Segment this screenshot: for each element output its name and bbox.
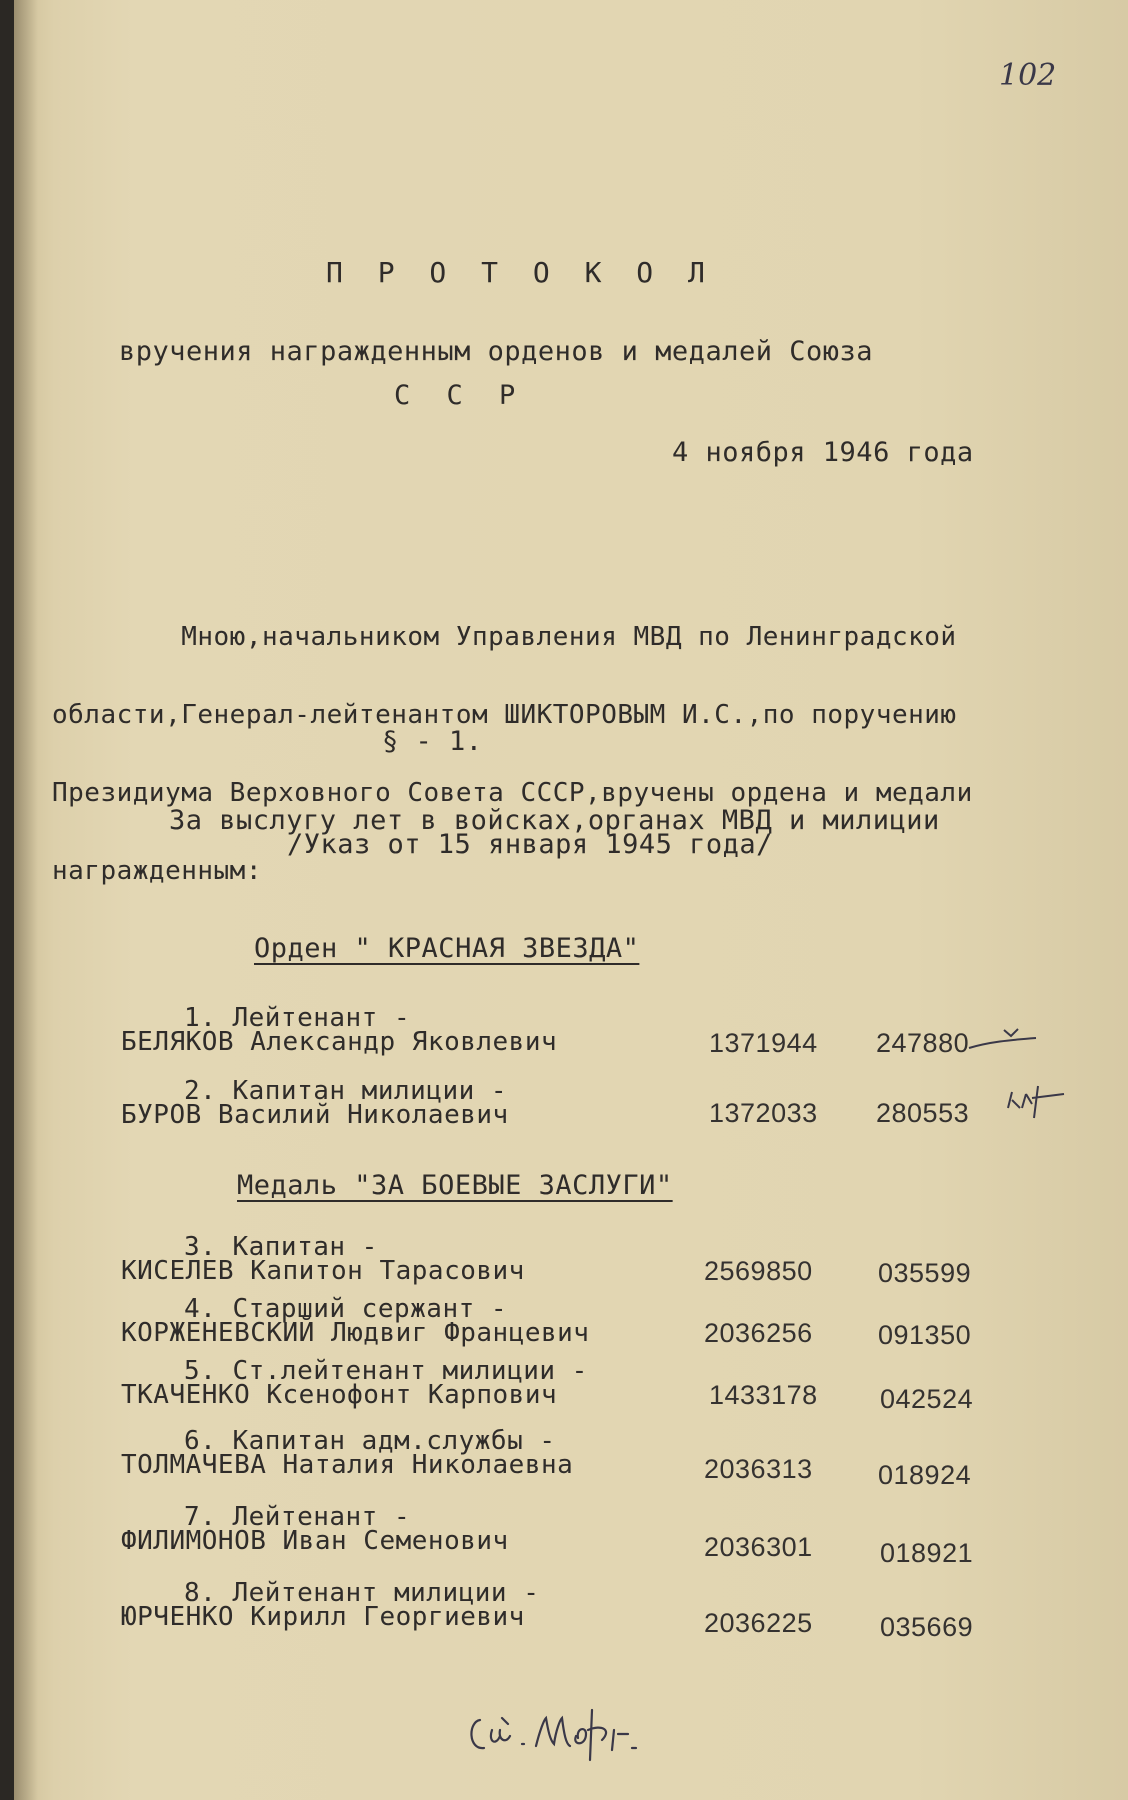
award-decree: /Указ от 15 января 1945 года/ — [287, 829, 773, 860]
recipient-name: БЕЛЯКОВ Александр Яковлевич — [121, 1027, 558, 1057]
recipient-rank: 8. Лейтенант милиции - — [184, 1578, 540, 1608]
medal-number: 1433178 — [709, 1380, 818, 1410]
intro-line: награжденным: — [52, 856, 262, 886]
document-date: 4 ноября 1946 года — [672, 437, 974, 468]
recipient-name: ТОЛМАЧЕВА Наталия Николаевна — [121, 1450, 574, 1480]
intro-line: области,Генерал-лейтенантом ШИКТОРОВЫМ И.С.,по поручению — [52, 700, 957, 730]
recipient-name: ЮРЧЕНКО Кирилл Георгиевич — [121, 1602, 525, 1632]
medal-number: 2036301 — [704, 1532, 813, 1562]
page-number: 102 — [999, 58, 1057, 93]
certificate-number: 280553 — [876, 1098, 970, 1128]
pen-initials-mark — [1004, 1078, 1074, 1128]
intro-line: Президиума Верховного Совета СССР,вручены ордена и медали — [52, 778, 973, 808]
recipient-rank: 1. Лейтенант - — [184, 1003, 411, 1033]
recipient-rank: 2. Капитан милиции - — [184, 1076, 508, 1106]
pen-check-mark — [964, 1020, 1044, 1060]
medal-number: 2569850 — [704, 1256, 813, 1286]
recipient-name: КИСЕЛЕВ Капитон Тарасович — [121, 1256, 525, 1286]
certificate-number: 018921 — [880, 1538, 974, 1568]
medal-number: 2036225 — [704, 1608, 813, 1638]
recipient-name: БУРОВ Василий Николаевич — [121, 1100, 509, 1130]
recipient-name: ФИЛИМОНОВ Иван Семенович — [121, 1526, 509, 1556]
recipient-name: КОРЖЕНЕВСКИЙ Людвиг Францевич — [121, 1318, 590, 1348]
recipient-rank: 5. Ст.лейтенант милиции - — [184, 1356, 588, 1386]
certificate-number: 247880 — [876, 1028, 970, 1058]
order-number: 1372033 — [709, 1098, 818, 1128]
order-heading: Орден " КРАСНАЯ ЗВЕЗДА" — [254, 933, 640, 964]
certificate-number: 035669 — [880, 1612, 974, 1642]
order-number: 1371944 — [709, 1028, 818, 1058]
recipient-rank: 7. Лейтенант - — [184, 1502, 411, 1532]
certificate-number: 091350 — [878, 1320, 972, 1350]
intro-line: Мною,начальником Управления МВД по Ленинградской — [52, 622, 957, 652]
medal-number: 2036256 — [704, 1318, 813, 1348]
certificate-number: 018924 — [878, 1460, 972, 1490]
medal-heading: Медаль "ЗА БОЕВЫЕ ЗАСЛУГИ" — [237, 1170, 673, 1201]
medal-number: 2036313 — [704, 1454, 813, 1484]
document-page — [14, 0, 1128, 1800]
document-subtitle-continued: С С Р — [394, 380, 526, 411]
handwritten-signature — [462, 1700, 662, 1770]
recipient-name: ТКАЧЕНКО Ксенофонт Карпович — [121, 1380, 558, 1410]
recipient-rank: 3. Капитан - — [184, 1232, 378, 1262]
recipient-rank: 4. Старший сержант - — [184, 1294, 508, 1324]
document-title: П Р О Т О К О Л — [326, 256, 714, 289]
award-basis: За выслугу лет в войсках,органах МВД и милиции — [169, 805, 940, 836]
section-number: § - 1. — [382, 726, 483, 757]
certificate-number: 042524 — [880, 1384, 974, 1414]
page-edge-shadow — [14, 0, 38, 1800]
document-subtitle: вручения награжденным орденов и медалей Союза — [119, 336, 873, 367]
intro-paragraph — [52, 572, 973, 936]
certificate-number: 035599 — [878, 1258, 972, 1288]
recipient-rank: 6. Капитан адм.службы - — [184, 1426, 556, 1456]
